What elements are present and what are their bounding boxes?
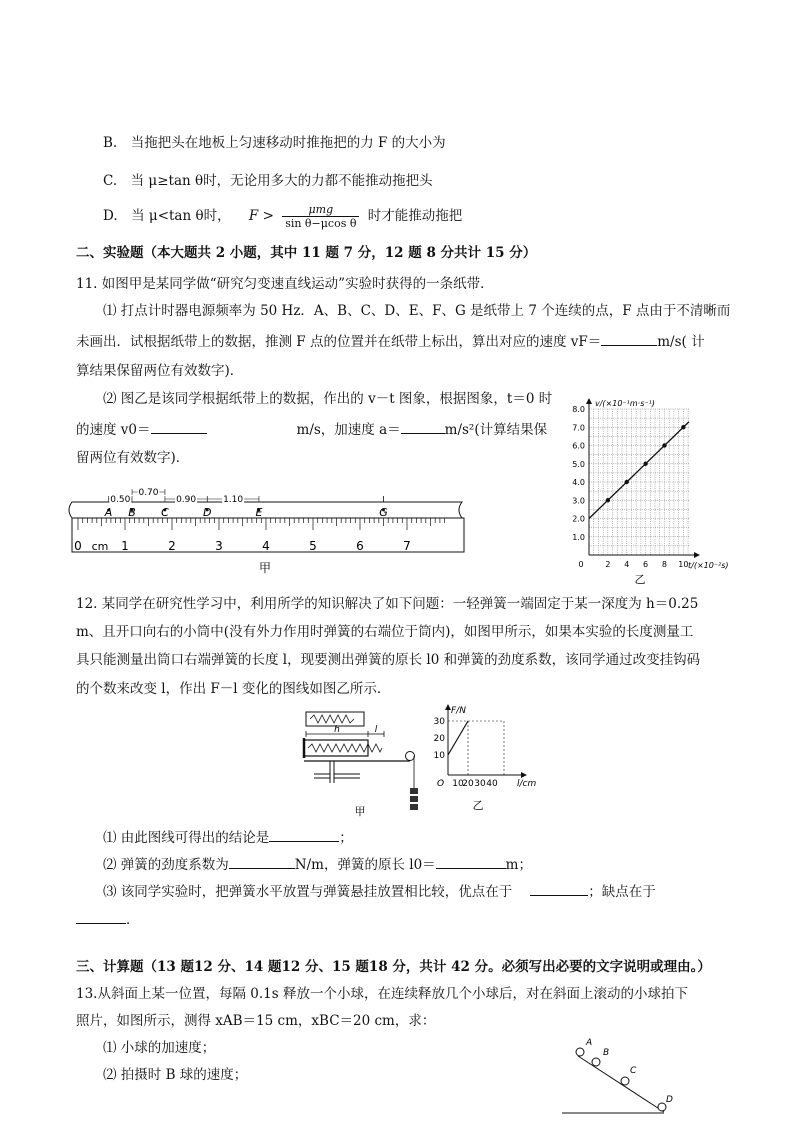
vt-graph (562, 395, 737, 585)
q12-line2: m、且开口向右的小筒中(没有外力作用时弹簧的右端位于筒内)，如图甲所示，如果本实验的长度测量工 (76, 624, 694, 640)
figure-label-jia: 甲 (258, 561, 272, 575)
q12-sub3-cont (76, 910, 140, 929)
answer-blank-a[interactable] (401, 420, 445, 434)
ball-D (658, 1103, 666, 1111)
spring-apparatus-figure (300, 708, 430, 818)
figure-label-yi: 乙 (634, 573, 646, 585)
tape-intervals (109, 486, 259, 505)
ball-A (576, 1048, 584, 1056)
vt-x-tick-2: 2 (605, 560, 611, 569)
tape-label-E: E (255, 506, 263, 519)
tape-label-D: D (203, 506, 212, 519)
q12-sub2-mid: N/m，弹簧的原长 l0＝ (294, 857, 436, 873)
vt-point-2 (643, 462, 647, 466)
answer-blank-k[interactable] (229, 855, 295, 869)
vt-x-ticks (578, 560, 688, 569)
fl-x-tick-30: 30 (474, 779, 486, 789)
q12-sub1 (103, 828, 353, 847)
vt-grid (589, 409, 689, 555)
fl-origin: O (437, 779, 445, 789)
option-d (103, 203, 462, 230)
q13-line2: 照片，如图所示，测得 xAB＝15 cm，xBC＝20 cm，求： (76, 1013, 436, 1029)
tape-label-G: G (379, 506, 388, 519)
fl-y-tick-30: 30 (433, 717, 445, 727)
ruler-number-7: 7 (403, 539, 411, 553)
vt-y-tick-5.0: 5.0 (572, 459, 585, 469)
ball-C (621, 1077, 629, 1085)
ball-B (592, 1058, 600, 1066)
q12-sub3-mid: ；缺点在于 (588, 884, 656, 900)
paper-tape-figure (60, 484, 480, 576)
answer-blank-disadvantage[interactable] (76, 910, 126, 924)
q11-p1-line1: ⑴ 打点计时器电源频率为 50 Hz．A、B、C、D、E、F、G 是纸带上 7 个连续的点，F 点由于不清晰而 (103, 303, 731, 319)
fl-x-tick-40: 40 (486, 779, 498, 789)
q12-sub1-text: ⑴ 由此图线可得出的结论是 (103, 830, 270, 846)
option-b: B. 当拖把头在地板上匀速移动时推拖把的力 F 的大小为 (103, 135, 446, 151)
vt-y-tick-2.0: 2.0 (572, 514, 585, 524)
section-2-header: 二、实验题（本大题共 2 小题，其中 11 题 7 分，12 题 8 分共计 15 分） (76, 245, 537, 261)
fl-y-tick-20: 20 (433, 734, 445, 744)
spring-in-tube (308, 744, 382, 752)
tape-label-B: B (128, 506, 136, 519)
fl-graph (428, 703, 538, 821)
incline-figure (560, 1036, 680, 1116)
vt-point-0 (606, 498, 610, 502)
figure-label-yi-12: 乙 (472, 799, 484, 812)
answer-blank-advantage[interactable] (530, 882, 588, 896)
free-spring-box (306, 712, 364, 726)
fl-y-label: F/N (451, 706, 466, 716)
answer-blank-conclusion[interactable] (269, 828, 339, 842)
vt-x-axis-label: t/(×10⁻²s) (688, 561, 729, 570)
ruler-number-5: 5 (309, 539, 317, 553)
q13-line1: 13.从斜面上某一位置，每隔 0.1s 释放一个小球，在连续释放几个小球后，对在斜面上滚动的小球拍下 (76, 986, 688, 1002)
ball-label-D: D (666, 1095, 673, 1105)
pulley (406, 752, 415, 761)
interval-value-1.10: 1.10 (223, 495, 244, 505)
option-d-suffix: 时才能推动拖把 (367, 208, 463, 224)
q13-sub2: ⑵ 拍摄时 B 球的速度； (103, 1067, 248, 1083)
vt-x-tick-4: 4 (624, 560, 630, 569)
h-label: h (334, 725, 340, 735)
ball-label-A: A (586, 1038, 593, 1048)
vt-point-4 (681, 425, 685, 429)
answer-blank-l0[interactable] (436, 855, 506, 869)
tape-label-A: A (104, 506, 113, 519)
vt-y-tick-4.0: 4.0 (572, 478, 585, 487)
q12-sub3 (103, 882, 656, 901)
fraction-numerator: μmg (282, 203, 359, 217)
q11-p2-line2-mid: m/s，加速度 a＝ (296, 422, 401, 438)
ruler-number-2: 2 (168, 539, 176, 553)
option-d-prefix: D. 当 μ<tan θ时， (103, 208, 231, 224)
vt-y-tick-3.0: 3.0 (572, 496, 585, 506)
answer-blank-vf[interactable] (601, 332, 657, 346)
fl-line (448, 721, 468, 755)
interval-value-0.50: 0.50 (110, 495, 131, 505)
q12-line1: 12. 某同学在研究性学习中，利用所学的知识解决了如下问题：一轻弹簧一端固定于某一深度为 h＝0.25 (76, 596, 699, 612)
ruler-number-6: 6 (356, 539, 364, 553)
interval-value-0.90: 0.90 (176, 495, 197, 505)
hook-weight-3 (410, 804, 418, 810)
vt-y-tick-1.0: 1.0 (572, 532, 585, 542)
fraction-denominator: sin θ−μcos θ (285, 217, 357, 230)
figure-label-jia-12: 甲 (354, 805, 366, 818)
tape-points (104, 496, 388, 519)
tape-label-C: C (161, 506, 169, 519)
q11-title: 11. 如图甲是某同学做“研究匀变速直线运动”实验时获得的一条纸带． (76, 276, 494, 292)
ruler-unit: cm (91, 540, 109, 553)
q11-p2-line1: ⑵ 图乙是该同学根据纸带上的数据，作出的 v－t 图象，根据图象，t＝0 时 (103, 391, 553, 407)
q11-p1-line2-unit: m/s( 计 (657, 334, 705, 350)
vt-point-1 (625, 480, 629, 484)
ruler-number-3: 3 (215, 539, 223, 553)
vt-y-tick-6.0: 6.0 (572, 441, 585, 451)
vt-x-tick-10: 10 (678, 560, 689, 569)
incline-balls (576, 1038, 673, 1111)
answer-blank-v0[interactable] (151, 420, 207, 434)
q11-p2-line2-end: m/s²(计算结果保 (444, 422, 548, 438)
q11-p2-line3: 留两位有效数字)． (76, 450, 190, 466)
vt-point-3 (662, 443, 666, 447)
ball-label-B: B (603, 1048, 610, 1058)
q12-sub2-text: ⑵ 弹簧的劲度系数为 (103, 857, 229, 873)
ruler-numbers (74, 539, 411, 553)
vt-y-tick-8.0: 8.0 (572, 405, 585, 414)
vt-y-arrow (586, 398, 592, 404)
vt-y-ticks (572, 405, 585, 542)
ruler-number-4: 4 (262, 539, 270, 553)
fl-y-tick-10: 10 (433, 751, 445, 761)
ball-label-C: C (630, 1066, 637, 1076)
q12-line3: 具只能测量出筒口右端弹簧的长度 l，现要测出弹簧的原长 l0 和弹簧的劲度系数，该同学通过改变挂钩码 (76, 652, 701, 668)
option-d-fraction (282, 203, 359, 230)
hook-weight-2 (410, 796, 418, 802)
ruler-number-0: 0 (74, 539, 82, 553)
q12-sub3-text: ⑶ 该同学实验时，把弹簧水平放置与弹簧悬挂放置相比较，优点在于 (103, 884, 513, 900)
vt-x-tick-0: 0 (578, 560, 584, 569)
q11-p1-line2 (76, 332, 705, 351)
q12-sub2 (103, 855, 532, 874)
fl-x-label: l/cm (517, 779, 537, 789)
q12-line4: 的个数来改变 l，作出 F－l 变化的图线如图乙所示． (76, 681, 391, 697)
interval-value-0.70: 0.70 (138, 488, 159, 498)
vt-y-axis-label: v/(×10⁻¹m·s⁻¹) (595, 399, 655, 408)
q11-p1-line3: 算结果保留两位有效数字)． (76, 363, 244, 379)
hook-weight-1 (410, 788, 418, 794)
q12-sub2-end: m； (505, 857, 532, 873)
q11-p2-line2 (76, 420, 547, 439)
section-3-header: 三、计算题（13 题12 分、14 题12 分、15 题18 分，共计 42 分。必须写出必要的文字说明或理由。） (76, 959, 711, 975)
fl-x-tick-20: 20 (462, 779, 474, 789)
q11-p1-line2-text: 未画出．试根据纸带上的数据，推测 F 点的位置并在纸带上标出，算出对应的速度 vF＝ (76, 334, 602, 350)
option-d-lhs: F > (248, 208, 274, 224)
ruler-ticks (78, 518, 445, 530)
vt-y-tick-7.0: 7.0 (572, 423, 585, 433)
l-label: l (374, 725, 378, 735)
vt-x-arrow (694, 552, 700, 558)
incline-surface (578, 1056, 664, 1112)
fl-x-tick-10: 10 (452, 779, 464, 789)
option-c: C. 当 μ≥tan θ时，无论用多大的力都不能推动拖把头 (103, 173, 433, 189)
q13-sub1: ⑴ 小球的加速度； (103, 1040, 216, 1056)
q11-p2-line2-text: 的速度 v0＝ (76, 422, 151, 438)
ruler-number-1: 1 (121, 539, 129, 553)
free-spring (310, 715, 354, 723)
vt-x-tick-8: 8 (661, 560, 668, 569)
vt-x-tick-6: 6 (643, 560, 649, 569)
q12-sub1-end: ； (339, 830, 353, 846)
q12-sub3-end: ． (126, 912, 140, 928)
